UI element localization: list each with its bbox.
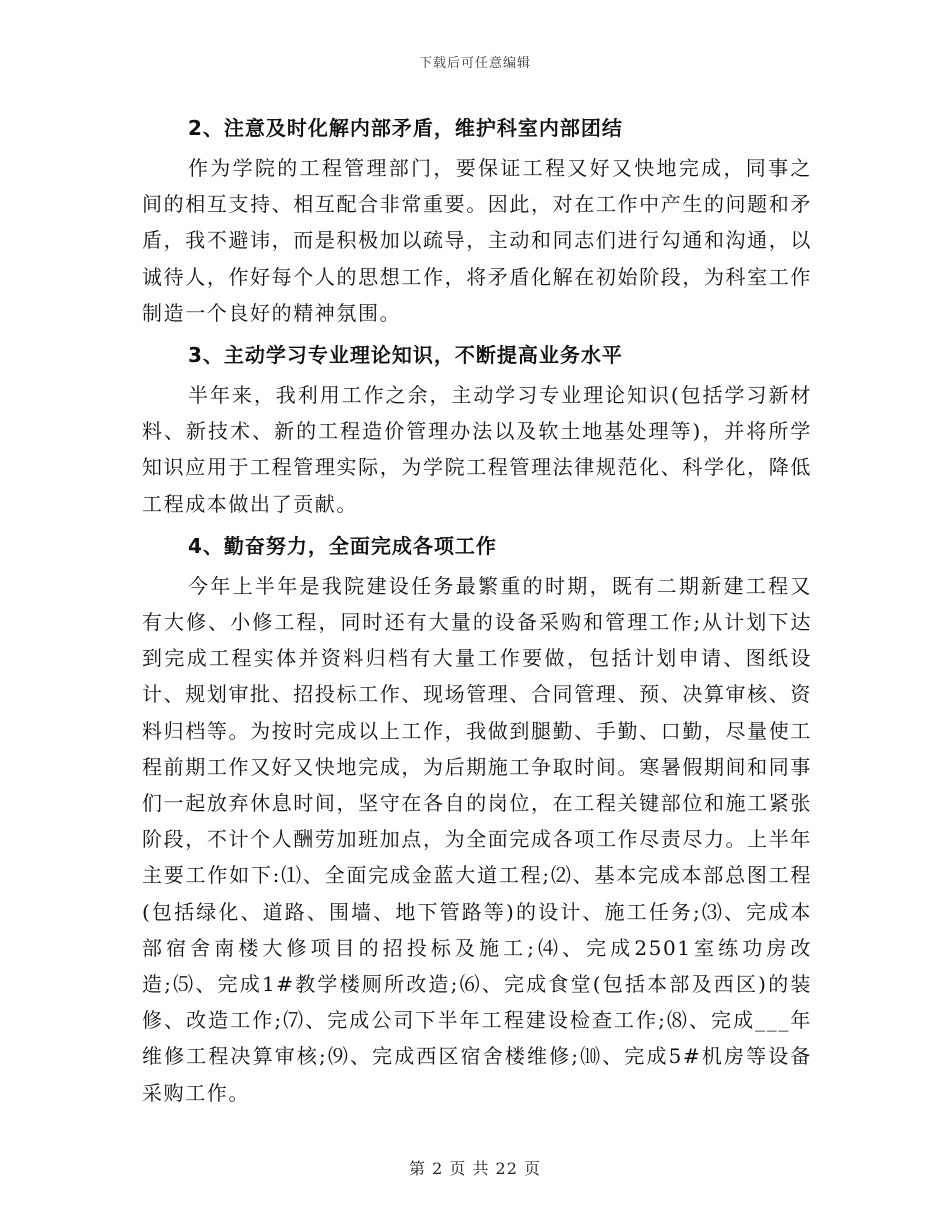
page-number: 第 2 页 共 22 页 xyxy=(409,1159,541,1178)
section-paragraph-3: 半年来，我利用工作之余，主动学习专业理论知识(包括学习新材料、新技术、新的工程造价管理办法以及软土地基处理等)，并将所学知识应用于工程管理实际，为学院工程管理法律规范化、科学化，降低工程成本做出了贡献。 xyxy=(142,383,812,516)
page-header: 下载后可任意编辑 xyxy=(418,56,531,71)
section-heading-4: 4、勤奋努力，全面完成各项工作 xyxy=(188,533,497,558)
section-heading-3: 3、主动学习专业理论知识，不断提高业务水平 xyxy=(188,343,623,368)
section-paragraph-2: 作为学院的工程管理部门，要保证工程又好又快地完成，同事之间的相互支持、相互配合非常重要。因此，对在工作中产生的问题和矛盾，我不避讳，而是积极加以疏导，主动和同志们进行勾通和沟通，以诚待人，作好每个人的思想工作，将矛盾化解在初始阶段，为科室工作制造一个良好的精神氛围。 xyxy=(142,156,812,325)
section-heading-2: 2、注意及时化解内部矛盾，维护科室内部团结 xyxy=(188,116,623,140)
document-body xyxy=(142,110,812,1117)
section-paragraph-4: 今年上半年是我院建设任务最繁重的时期，既有二期新建工程又有大修、小修工程，同时还有大量的设备采购和管理工作;从计划下达到完成工程实体并资料归档有大量工作要做，包括计划申请、图纸设计、规划审批、招投标工作、现场管理、合同管理、预、决算审核、资料归档等。为按时完成以上工作，我做到腿勤、手勤、口勤，尽量使工程前期工作又好又快地完成，为后期施工争取时间。寒暑假期间和同事们一起放弃休息时间，坚守在各自的岗位，在工程关键部位和施工紧张阶段，不计个人酬劳加班加点，为全面完成各项工作尽责尽力。上半年主要工作如下:⑴、全面完成金蓝大道工程;⑵、基本完成本部总图工程(包括绿化、道路、围墙、地下管路等)的设计、施工任务;⑶、完成本部宿舍南楼大修项目的招投标及施工;⑷、完成2501室练功房改造;⑸、完成1#教学楼厕所改造;⑹、完成食堂(包括本部及西区)的装修、改造工作;⑺、完成公司下半年工程建设检查工作;⑻、完成___年维修工程决算审核;⑼、完成西区宿舍楼维修;⑽、完成5#机房等设备采购工作。 xyxy=(142,573,812,1105)
